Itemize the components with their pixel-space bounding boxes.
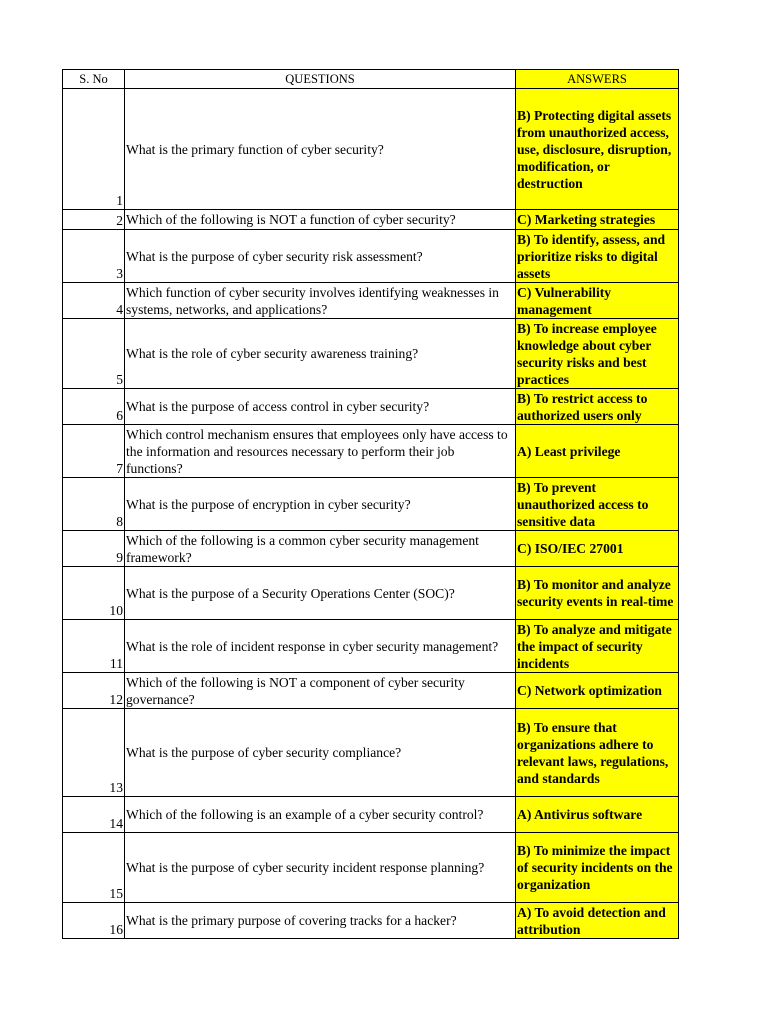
answer-cell: B) To monitor and analyze security events in real-time [516,567,679,620]
header-questions: QUESTIONS [125,70,516,89]
table-row [63,89,679,210]
row-number: 13 [63,709,125,797]
answer-cell: B) To increase employee knowledge about cyber security risks and best practices [516,319,679,389]
question-cell: Which control mechanism ensures that employees only have access to the information and resources necessary to perform their job functions? [125,425,516,478]
table-row [63,210,679,230]
answer-cell: B) To minimize the impact of security incidents on the organization [516,833,679,903]
table-row [63,389,679,425]
question-cell: What is the role of cyber security awareness training? [125,319,516,389]
question-cell: Which of the following is NOT a component of cyber security governance? [125,673,516,709]
answer-cell: B) To restrict access to authorized users only [516,389,679,425]
question-cell: What is the purpose of cyber security incident response planning? [125,833,516,903]
row-number: 1 [63,89,125,210]
table-row [63,673,679,709]
answer-cell: B) To prevent unauthorized access to sensitive data [516,478,679,531]
row-number: 5 [63,319,125,389]
row-number: 10 [63,567,125,620]
answer-cell: B) To analyze and mitigate the impact of security incidents [516,620,679,673]
question-cell: Which of the following is NOT a function of cyber security? [125,210,516,230]
row-number: 14 [63,797,125,833]
table-row [63,709,679,797]
question-cell: What is the purpose of access control in cyber security? [125,389,516,425]
question-cell: Which function of cyber security involves identifying weaknesses in systems, networks, and applications? [125,283,516,319]
table-row [63,797,679,833]
question-cell: What is the purpose of encryption in cyber security? [125,478,516,531]
table-row [63,833,679,903]
table-row [63,531,679,567]
row-number: 7 [63,425,125,478]
question-cell: Which of the following is a common cyber security management framework? [125,531,516,567]
answer-cell: B) Protecting digital assets from unauthorized access, use, disclosure, disruption, modification, or destruction [516,89,679,210]
row-number: 3 [63,230,125,283]
header-answers: ANSWERS [516,70,679,89]
answer-cell: C) ISO/IEC 27001 [516,531,679,567]
question-cell: What is the purpose of cyber security risk assessment? [125,230,516,283]
qa-spreadsheet-table [62,69,679,939]
answer-cell: C) Vulnerability management [516,283,679,319]
row-number: 9 [63,531,125,567]
table-row [63,620,679,673]
question-cell: What is the purpose of cyber security compliance? [125,709,516,797]
header-row [63,70,679,89]
question-cell: What is the primary function of cyber security? [125,89,516,210]
answer-cell: A) To avoid detection and attribution [516,903,679,939]
question-cell: What is the primary purpose of covering tracks for a hacker? [125,903,516,939]
row-number: 2 [63,210,125,230]
row-number: 12 [63,673,125,709]
question-cell: Which of the following is an example of a cyber security control? [125,797,516,833]
header-sno: S. No [63,70,125,89]
row-number: 15 [63,833,125,903]
table-row [63,567,679,620]
answer-cell: B) To identify, assess, and prioritize risks to digital assets [516,230,679,283]
table-row [63,903,679,939]
question-cell: What is the role of incident response in cyber security management? [125,620,516,673]
answer-cell: B) To ensure that organizations adhere to relevant laws, regulations, and standards [516,709,679,797]
answer-cell: C) Network optimization [516,673,679,709]
row-number: 6 [63,389,125,425]
answer-cell: C) Marketing strategies [516,210,679,230]
row-number: 16 [63,903,125,939]
row-number: 11 [63,620,125,673]
table-row [63,478,679,531]
table-row [63,230,679,283]
table-row [63,425,679,478]
row-number: 4 [63,283,125,319]
table-row [63,283,679,319]
question-cell: What is the purpose of a Security Operations Center (SOC)? [125,567,516,620]
table-row [63,319,679,389]
row-number: 8 [63,478,125,531]
answer-cell: A) Least privilege [516,425,679,478]
answer-cell: A) Antivirus software [516,797,679,833]
